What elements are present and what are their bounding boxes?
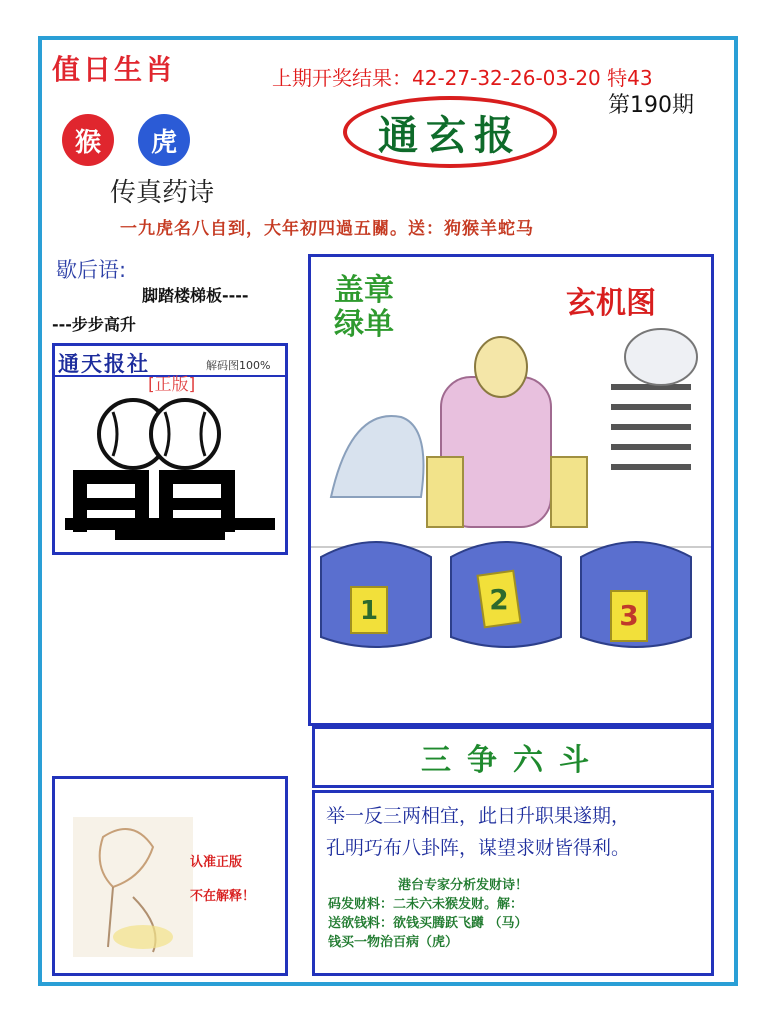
seat-number-2: 2 (489, 583, 509, 616)
seat-number-3: 3 (619, 599, 639, 632)
tips-line-1: 码发财料：二未六未猴发财。解： (328, 897, 524, 912)
sketch-illustration (73, 817, 193, 957)
zodiac-badge-tiger: 虎 (138, 114, 190, 166)
tips-title: 港台专家分析发财诗！ (398, 878, 529, 893)
tagline: 三争六斗 (421, 743, 605, 778)
auth-line-2: 不在解释！ (190, 889, 256, 904)
stamp-green (334, 274, 394, 342)
verse-line-1: 举一反三两相宜，此日升职果遂期， (326, 805, 631, 827)
authenticity-note (190, 846, 255, 914)
poem-title: 传真药诗 (110, 178, 215, 208)
auth-line-1: 认准正版 (190, 855, 243, 870)
puzzle-box-tag: 解码图100% (206, 359, 271, 372)
issue-number: 第190期 (608, 93, 694, 118)
poem-line: 一九虎名八自到，大年初四過五關。送：狗猴羊蛇马 (120, 219, 534, 239)
stamp-green-line-1: 盖章 (334, 273, 394, 308)
zodiac-title: 值日生肖 (52, 53, 177, 86)
tagline-box (312, 726, 714, 788)
zodiac-badge-monkey: 猴 (62, 114, 114, 166)
puzzle-box-header: 通天报社 (58, 351, 150, 376)
verse-line-2: 孔明巧布八卦阵，谋望求财皆得利。 (326, 837, 631, 859)
stamp-green-line-2: 绿单 (334, 307, 394, 342)
proverb-label: 歇后语: (56, 258, 127, 282)
tips-line-2: 送欲钱料：欲钱买腾跃飞蹲 （马） (328, 916, 528, 931)
seat-number-1: 1 (359, 596, 379, 626)
stamp-red: 玄机图 (566, 286, 656, 321)
verse (326, 800, 630, 864)
tips-line-3: 钱买一物治百病（虎） (328, 935, 459, 950)
masthead-title: 通玄报 (378, 111, 522, 159)
proverb-line-2: ---步步高升 (52, 315, 136, 334)
tips (328, 876, 528, 952)
proverb-line-1: 脚踏楼梯板---- (142, 286, 249, 305)
masthead-logo (343, 96, 557, 168)
puzzle-box-stamp: [正版] (148, 375, 196, 395)
last-result: 上期开奖结果：42-27-32-26-03-20 特43 (272, 66, 653, 90)
